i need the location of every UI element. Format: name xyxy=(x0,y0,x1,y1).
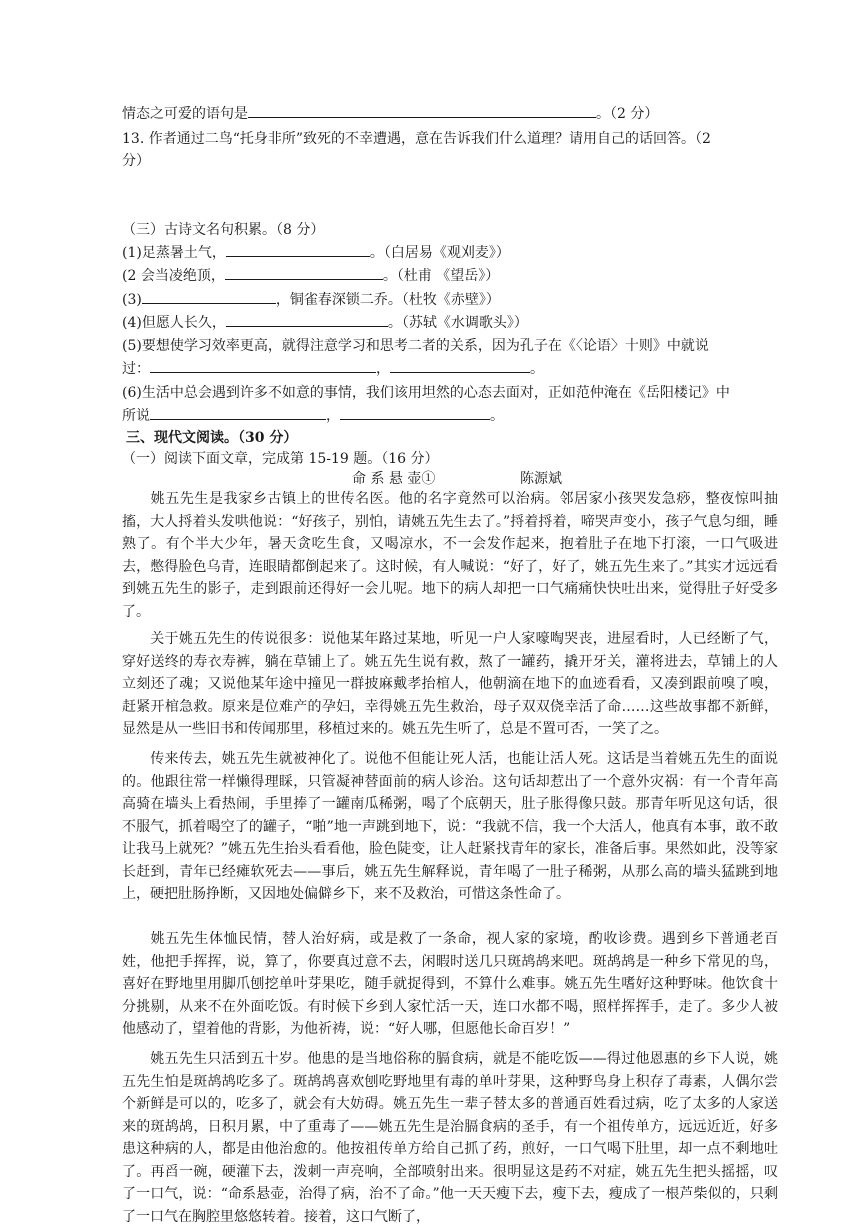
paragraph-3-text: 传来传去，姚五先生就被神化了。说他不但能让死人活，也能让活人死。这话是当着姚五先生的面说的。他跟往常一样懒得理睬，只管凝神替面前的病人诊治。这句话却惹出了一个意外灾祸：有一个青年高高骑在墙头上看热闹，手里捧了一罐南瓜稀粥，喝了个底朝天，肚子胀得像只鼓。那青年听见这句话，很不服气，抓着喝空了的罐子，“啪”地一声跳到地下，说：“我就不信，我一个大活人，他真有本事，敢不敢让我马上就死？”姚五先生抬头看看他，脸色陡变，让人赶紧找青年的家长，准备后事。果然如此，没等家长赶到，青年已经瘫软死去——事后，姚五先生解释说，青年喝了一肚子稀粥，从那么高的墙头猛跳到地上，硬把肚肠挣断，又因地处偏僻乡下，来不及救治，可惜这条性命了。 xyxy=(122,751,778,902)
poem-item-4-post: 。（苏轼《水调歌头》） xyxy=(387,315,528,331)
poem-item-5-end: 。 xyxy=(530,361,544,377)
paragraph-5-text: 姚五先生只活到五十岁。他患的是当地俗称的膈食病，就是不能吃饭——得过他恩惠的乡下人说，姚五先生怕是斑鸪鸪吃多了。斑鸪鸪喜欢刨吃野地里有毒的单叶芽果，这种野鸟身上积存了毒素，人偶尔尝个新鲜是可以的，吃多了，就会有大妨碍。姚五先生一辈子替太多的普通百姓看过病，吃了太多的人家送来的斑鸪鸪，日积月累，中了重毒了——姚五先生是治膈食病的圣手，有一个祖传单方，远远近近，好多患这种病的人，都是由他治愈的。他按祖传单方给自己抓了药，煎好，一口气喝下肚里，却一点不剩地吐了。再舀一碗，硬灌下去，泼刺一声亮响，全部喷射出来。很明显这是药不对症，姚五先生把头摇摇，叹了一口气，说：“命系悬壶，治得了病，治不了命。”他一天天瘦下去，瘦下去，瘦成了一根芦柴似的，只剩了一口气在胸腔里悠悠转着。接着，这口气断了， xyxy=(122,1051,778,1225)
poem-item-2 xyxy=(122,265,499,287)
part3-sub: （一）阅读下面文章，完成第 15-19 题。（16 分） xyxy=(122,451,439,467)
poem-item-6-line2 xyxy=(122,405,504,427)
article-paragraph-3 xyxy=(122,748,778,906)
article-title: 命 系 悬 壶① xyxy=(352,471,436,487)
q13-line2: 分） xyxy=(122,153,150,169)
poem-item-6-mid: ， xyxy=(326,408,340,424)
poem-item-4 xyxy=(122,312,528,334)
poem-item-4-blank[interactable] xyxy=(226,312,388,327)
q12-lead: 情态之可爱的语句是 xyxy=(122,106,248,122)
q12-answer-blank[interactable] xyxy=(248,103,596,118)
poem-item-5-mid: ， xyxy=(376,361,390,377)
poem-item-1-blank[interactable] xyxy=(226,242,370,257)
poem-item-3-blank[interactable] xyxy=(142,289,276,304)
poem-item-1 xyxy=(122,242,510,264)
poem-item-1-post: 。（白居易《观刈麦》） xyxy=(369,245,510,261)
paragraph-2-text: 关于姚五先生的传说很多：说他某年路过某地，听见一户人家嚎啕哭丧，进屋看时，人已经断了气，穿好送终的寿衣寿裤，躺在草铺上了。姚五先生说有救，熬了一罐药，撬开牙关，灌将进去，草铺上的人立刻还了魂；又说他某年途中撞见一群披麻戴孝抬棺人，他朝滴在地下的血迹看看，又凑到跟前嗅了嗅，赶紧开棺急救。原来是位难产的孕妇，幸得姚五先生救治，母子双双侥幸活了命……这些故事都不新鲜，显然是从一些旧书和传闻那里，移植过来的。姚五先生听了，总是不置可否，一笑了之。 xyxy=(122,631,778,737)
q12-line xyxy=(122,103,658,125)
article-author: 陈源斌 xyxy=(520,471,562,487)
q13-line1: 13. 作者通过二鸟“托身非所”致死的不幸遭遇，意在告诉我们什么道理？请用自己的话回答。（2 xyxy=(122,131,711,147)
poem-item-5-line2 xyxy=(122,358,544,380)
poem-item-6-end: 。 xyxy=(490,408,504,424)
paragraph-4-text: 姚五先生体恤民情，替人治好病，或是救了一条命，视人家的家境，酌收诊费。遇到乡下普通老百姓，他把手挥挥，说，算了，你要真过意不去，闲暇时送几只斑鸪鸪来吧。斑鸪鸪是一种乡下常见的鸟，喜好在野地里用脚爪刨挖单叶芽果吃，随手就捉得到，不算什么难事。姚五先生嗜好这种野味。他饮食十分挑剔，从来不在外面吃饭。有时候下乡到人家忙活一天，连口水都不喝，照样挥挥手，走了。多少人被他感动了，望着他的背影，为他祈祷，说：“好人哪，但愿他长命百岁！” xyxy=(122,931,778,1037)
poem-item-5-pre: 过： xyxy=(122,361,150,377)
poem-item-1-pre: (1)足蒸暑土气， xyxy=(122,245,226,261)
poem-item-3 xyxy=(122,289,500,311)
paragraph-1-text: 姚五先生是我家乡古镇上的世传名医。他的名字竟然可以治病。邻居家小孩哭发急痧，整夜惊叫抽搐，大人捋着头发哄他说：“好孩子，别怕，请姚五先生去了。”捋着捋着，啼哭声变小，孩子气息匀细，睡熟了。有个半大少年，暑天贪吃生食，又喝凉水，不一会发作起来，抱着肚子在地下打滚，一口气吸进去，憋得脸色乌青，连眼睛都倒起来了。这时候，有人喊说：“好了，好了，姚五先生来了。”其实才远远看到姚五先生的影子，走到跟前还得好一会儿呢。地下的病人却把一口气痛痛快快吐出来，觉得肚子好受多了。 xyxy=(122,491,778,620)
article-paragraph-5 xyxy=(122,1048,778,1228)
poem-item-2-post: 。（杜甫 《望岳》） xyxy=(382,268,500,284)
article-paragraph-4 xyxy=(122,928,778,1041)
poem-item-4-pre: (4)但愿人长久， xyxy=(122,315,226,331)
section3-title: （三）古诗文名句积累。（8 分） xyxy=(122,222,325,238)
poem-item-5-line1: (5)要想使学习效率更高，就得注意学习和思考二者的关系，因为孔子在《〈论语〉十则》中就说 xyxy=(122,338,709,354)
poem-item-2-blank[interactable] xyxy=(225,265,383,280)
article-paragraph-1 xyxy=(122,488,778,623)
poem-item-6-blank-b[interactable] xyxy=(340,405,490,420)
poem-item-2-pre: (2 会当凌绝顶， xyxy=(122,268,225,284)
part3-title: 三、现代文阅读。（30 分） xyxy=(126,430,298,446)
poem-item-6-pre: 所说 xyxy=(122,408,150,424)
poem-item-6-line1: (6)生活中总会遇到许多不如意的事情，我们该用坦然的心态去面对，正如范仲淹在《岳阳楼记》中 xyxy=(122,385,730,401)
poem-item-5-blank-b[interactable] xyxy=(390,358,530,373)
poem-item-3-post: ，铜雀春深锁二乔。（杜牧《赤壁》） xyxy=(275,292,500,308)
article-paragraph-2 xyxy=(122,628,778,741)
poem-item-6-blank-a[interactable] xyxy=(150,405,326,420)
poem-item-5-blank-a[interactable] xyxy=(150,358,376,373)
poem-item-3-pre: (3) xyxy=(122,292,142,308)
q12-tail: 。（2 分） xyxy=(596,106,659,122)
